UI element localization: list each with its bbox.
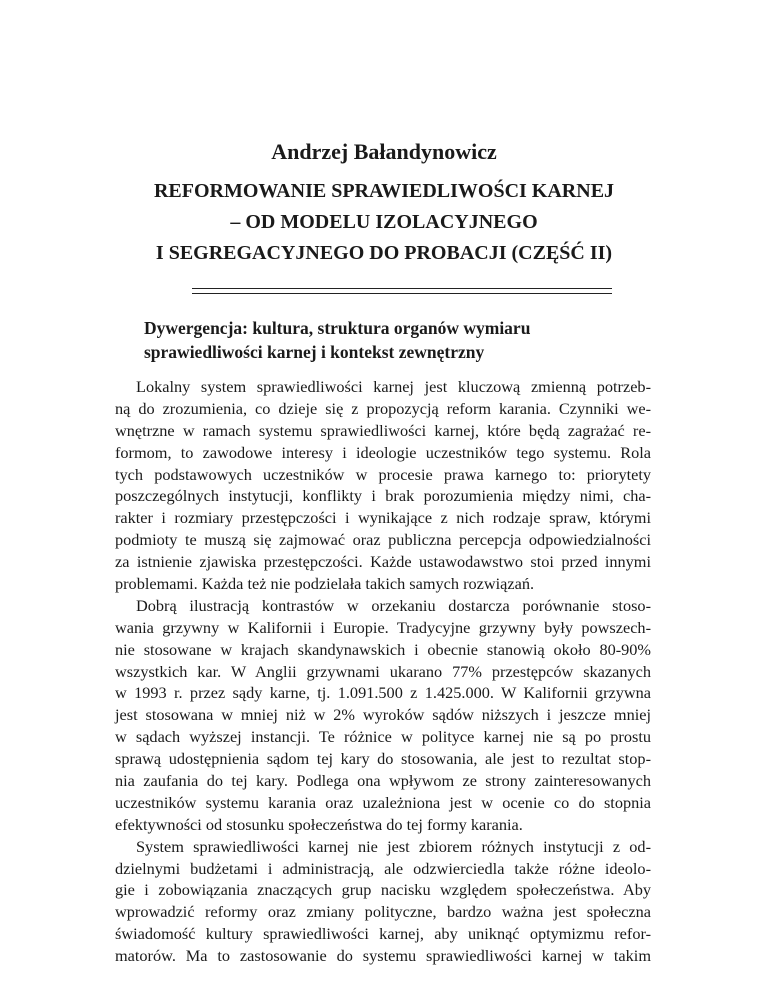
body-text	[115, 376, 651, 967]
body-line: Lokalny system sprawiedliwości karnej jest kluczową zmienną potrzeb-	[136, 377, 651, 396]
body-line: wnętrzne w ramach systemu sprawiedliwości karnej, które będą zagrażać re-	[115, 420, 651, 440]
section-heading-line-2: sprawiedliwości karnej i kontekst zewnętrzny	[144, 342, 485, 362]
title-line-1: REFORMOWANIE SPRAWIEDLIWOŚCI KARNEJ	[153, 180, 615, 202]
section-heading-line-1: Dywergencja: kultura, struktura organów wymiaru	[144, 318, 531, 338]
body-line: sprawą udostępnienia sądom tej kary do stosowania, ale jest to rezultat stop-	[115, 749, 651, 769]
body-line: jest stosowana w mniej niż w 2% wyroków sądów niższych i jeszcze mniej	[115, 705, 651, 725]
body-line: rakter i rozmiary przestępczości i wynikające z nich rodzaje spraw, którymi	[115, 508, 651, 528]
article-title	[0, 176, 768, 269]
title-divider-top	[192, 288, 612, 289]
body-line: podmioty te muszą się zajmować oraz publiczna percepcja odpowiedzialności	[115, 530, 651, 550]
body-line: formom, to zawodowe interesy i ideologie uczestników tego systemu. Rola	[115, 442, 651, 462]
body-line: uczestników systemu karania oraz uzależniona jest w ocenie co do stopnia	[115, 792, 651, 812]
body-line: efektywności od stosunku społeczeństwa do tej formy karania.	[115, 814, 523, 834]
section-heading	[144, 316, 674, 364]
body-line: dzielnymi budżetami i administracją, ale odzwierciedla także różne ideolo-	[115, 858, 651, 878]
body-line: poszczególnych instytucji, konflikty i brak porozumienia między nimi, cha-	[115, 486, 651, 506]
body-line: Dobrą ilustracją kontrastów w orzekaniu dostarcza porównanie stoso-	[136, 595, 651, 615]
title-line-2: – OD MODELU IZOLACYJNEGO	[230, 211, 538, 233]
body-line: w 1993 r. przez sądy karne, tj. 1.091.500 z 1.425.000. W Kalifornii grzywna	[115, 683, 651, 703]
body-line: wprowadzić reformy oraz zmiany polityczne, bardzo ważna jest społeczna	[115, 902, 651, 922]
body-line: ną do zrozumienia, co dzieje się z propozycją reform karania. Czynniki we-	[115, 398, 651, 418]
body-line: gie i zobowiązania znaczących grup nacisku względem społeczeństwa. Aby	[115, 880, 651, 900]
body-line: wszystkich kar. W Anglii grzywnami ukarano 77% przestępców skazanych	[115, 661, 651, 681]
body-line: nie stosowane w krajach skandynawskich i obecnie stanowią około 80-90%	[115, 639, 651, 659]
body-line: nia zaufania do tej kary. Podlega ona wpływom ze strony zainteresowanych	[115, 771, 651, 791]
title-line-3: I SEGREGACYJNEGO DO PROBACJI (CZĘŚĆ II)	[155, 242, 613, 264]
body-line: tych podstawowych uczestników w procesie prawa karnego to: priorytety	[115, 464, 651, 484]
body-line: za istnienie zjawiska przestępczości. Każde ustawodawstwo stoi przed innymi	[115, 552, 651, 572]
body-line: świadomość kultury sprawiedliwości karnej, aby uniknąć optymizmu refor-	[115, 924, 651, 944]
author-name: Andrzej Bałandynowicz	[271, 139, 497, 164]
body-line: w sądach wyższej instancji. Te różnice w polityce karnej nie są po prostu	[115, 727, 651, 747]
title-divider-bottom	[192, 293, 612, 294]
body-line: System sprawiedliwości karnej nie jest zbiorem różnych instytucji z od-	[136, 836, 651, 856]
body-line: matorów. Ma to zastosowanie do systemu sprawiedliwości karnej w takim	[115, 946, 651, 966]
body-line: problemami. Każda też nie podzielała takich samych rozwiązań.	[115, 574, 535, 594]
body-line: wania grzywny w Kalifornii i Europie. Tradycyjne grzywny były powszech-	[115, 617, 651, 637]
